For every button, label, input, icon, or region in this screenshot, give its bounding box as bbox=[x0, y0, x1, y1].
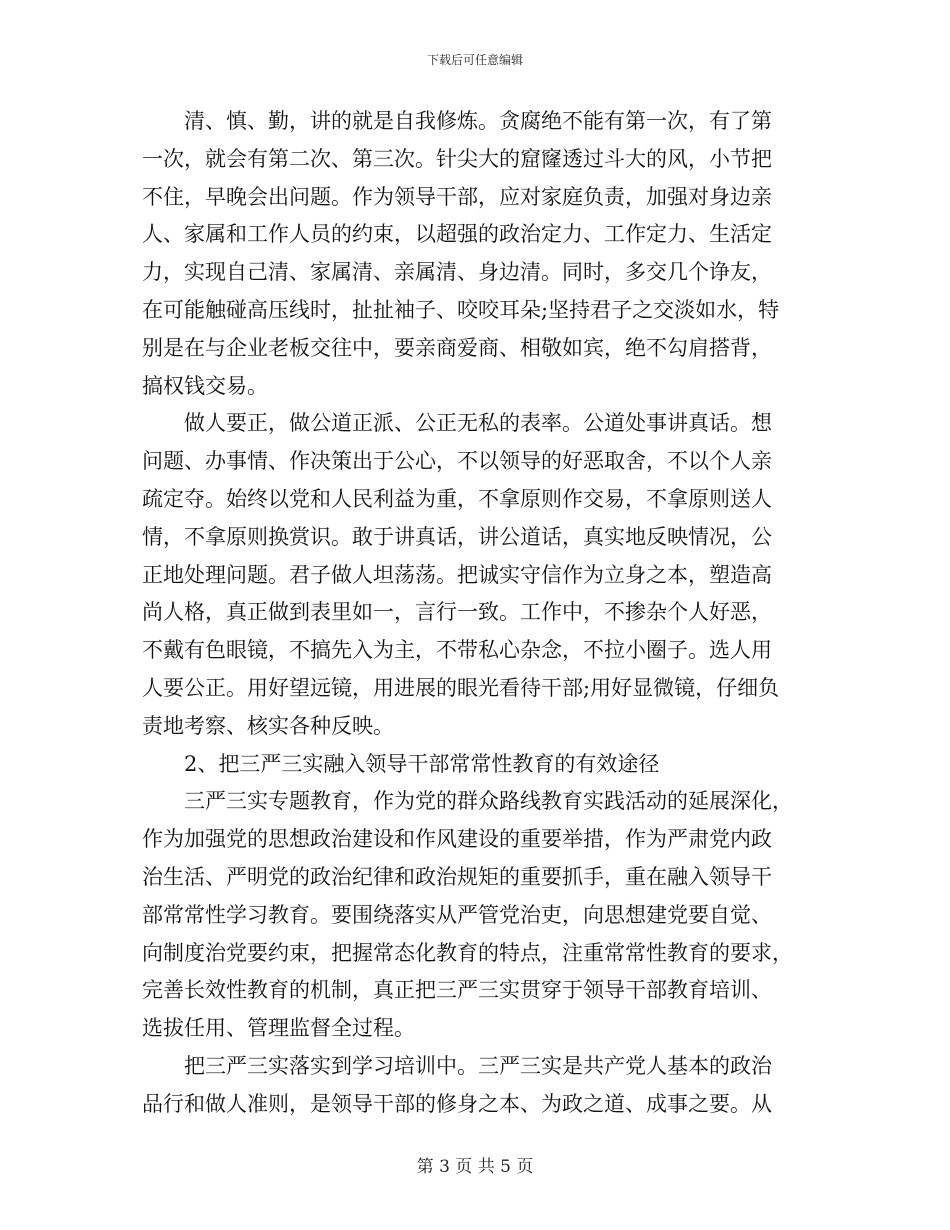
page-footer: 第 3 页 共 5 页 bbox=[416, 1157, 534, 1177]
page-header: 下载后可任意编辑 bbox=[426, 53, 523, 67]
paragraph-4: 把三严三实落实到学习培训中。三严三实是共产党人基本的政治 品行和做人准则，是领导干部的修身之本、为政之道、成事之要。从 bbox=[142, 1053, 772, 1116]
section-heading-2: 2、把三严三实融入领导干部常常性教育的有效途径 bbox=[184, 751, 660, 776]
paragraph-3: 三严三实专题教育，作为党的群众路线教育实践活动的延展深化， 作为加强党的思想政治建设和作风建设的重要举措，作为严肃党内政 治生活、严明党的政治纪律和政治规矩的重要抓手，重在融入领导干 部常常性学习教育。要围绕落实从严管党治吏，向思想建党要自觉、 向制度治党要约束，把握常态化教育的特点，注重常常性教育的要求， 完善长效性教育的机制，真正把三严三实贯穿于领导干部教育培训、 选拔任用、管理监督全过程。 bbox=[142, 789, 793, 1041]
document-body bbox=[142, 103, 808, 1124]
paragraph-1: 清、慎、勤，讲的就是自我修炼。贪腐绝不能有第一次，有了第 一次，就会有第二次、第三次。针尖大的窟窿透过斗大的风，小节把 不住，早晚会出问题。作为领导干部，应对家庭负责，加强对身边亲 人、家属和工作人员的约束，以超强的政治定力、工作定力、生活定 力，实现自己清、家属清、亲属清、身边清。同时，多交几个诤友， 在可能触碰高压线时，扯扯袖子、咬咬耳朵;坚持君子之交淡如水，特 别是在与企业老板交往中，要亲商爱商、相敬如宾，绝不勾肩搭背， 搞权钱交易。 bbox=[142, 109, 780, 398]
paragraph-2: 做人要正，做公道正派、公正无私的表率。公道处事讲真话。想 问题、办事情、作决策出于公心，不以领导的好恶取舍，不以个人亲 疏定夺。始终以党和人民利益为重，不拿原则作交易，不拿原则送人 情，不拿原则换赏识。敢于讲真话，讲公道话，真实地反映情况，公 正地处理问题。君子做人坦荡荡。把诚实守信作为立身之本，塑造高 尚人格，真正做到表里如一，言行一致。工作中，不掺杂个人好恶， 不戴有色眼镜，不搞先入为主，不带私心杂念，不拉小圈子。选人用 人要公正。用好望远镜，用进展的眼光看待干部;用好显微镜，仔细负 责地考察、核实各种反映。 bbox=[142, 411, 780, 738]
